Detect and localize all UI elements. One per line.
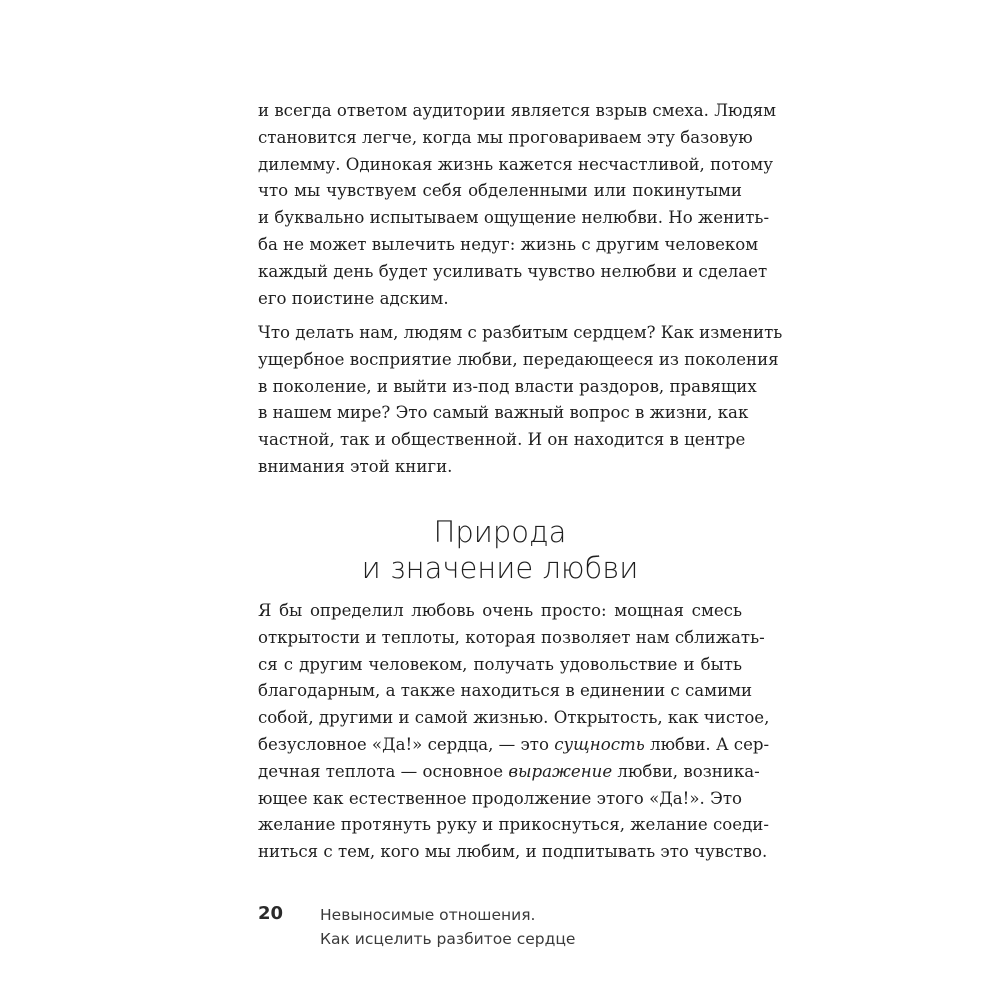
emphasis-text: выражение [508,761,613,781]
text-line: ущербное восприятие любви, передающееся из поколения [258,349,779,369]
text-line: внимания этой книги. [258,456,453,476]
running-title [320,903,720,951]
paragraph-1 [258,98,777,312]
text-line: Я бы определил любовь очень просто: мощная смесь [258,601,742,620]
text-line: ниться с тем, кого мы любим, и подпитывать это чувство. [258,842,768,862]
section-heading [258,514,742,586]
paragraph-2 [258,320,783,481]
text-line [258,759,760,786]
text-line: собой, другими и самой жизнью. Открытость, как чистое, [258,708,770,728]
text-line: что мы чувствуем себя обделенными или покинутыми [258,181,742,201]
text-fragment: безусловное «Да!» сердца, — это [258,734,555,754]
text-line: его поистине адским. [258,288,449,308]
page-number: 20 [258,903,284,924]
text-line: и буквально испытываем ощущение нелюбви. Но женить- [258,208,770,228]
text-fragment: любви. А сер- [644,734,770,754]
text-line: в нашем мире? Это самый важный вопрос в жизни, как [258,403,749,423]
heading-line-2: и значение любви [361,551,639,585]
text-line: ющее как естественное продолжение этого «Да!». Это [258,788,742,808]
text-line: каждый день будет усиливать чувство нелюбви и сделает [258,261,768,281]
running-title-line-2: Как исцелить разбитое сердце [320,930,576,948]
text-line [258,732,770,759]
text-line: дилемму. Одинокая жизнь кажется несчастливой, потому [258,154,773,174]
text-fragment: любви, возника- [612,761,760,781]
text-line: становится легче, когда мы проговариваем эту базовую [258,127,753,147]
text-fragment: дечная теплота — основное [258,761,509,781]
text-line: и всегда ответом аудитории является взрыв смеха. Людям [258,101,777,120]
text-line: частной, так и общественной. И он находится в центре [258,430,746,450]
text-line: благодарным, а также находиться в единении с самими [258,681,753,701]
text-line: ба не может вылечить недуг: жизнь с другим человеком [258,234,759,254]
text-line: Что делать нам, людям с разбитым сердцем? Как изменить [258,323,783,342]
text-line: желание протянуть руку и прикоснуться, желание соеди- [258,815,769,835]
text-line: ся с другим человеком, получать удовольствие и быть [258,654,742,674]
text-line: открытости и теплоты, которая позволяет нам сближать- [258,627,765,647]
running-title-line-1: Невыносимые отношения. [320,906,536,924]
heading-line-1: Природа [433,515,567,549]
paragraph-3 [258,598,770,866]
emphasis-text: сущность [554,734,645,754]
text-line: в поколение, и выйти из-под власти раздоров, правящих [258,376,757,396]
